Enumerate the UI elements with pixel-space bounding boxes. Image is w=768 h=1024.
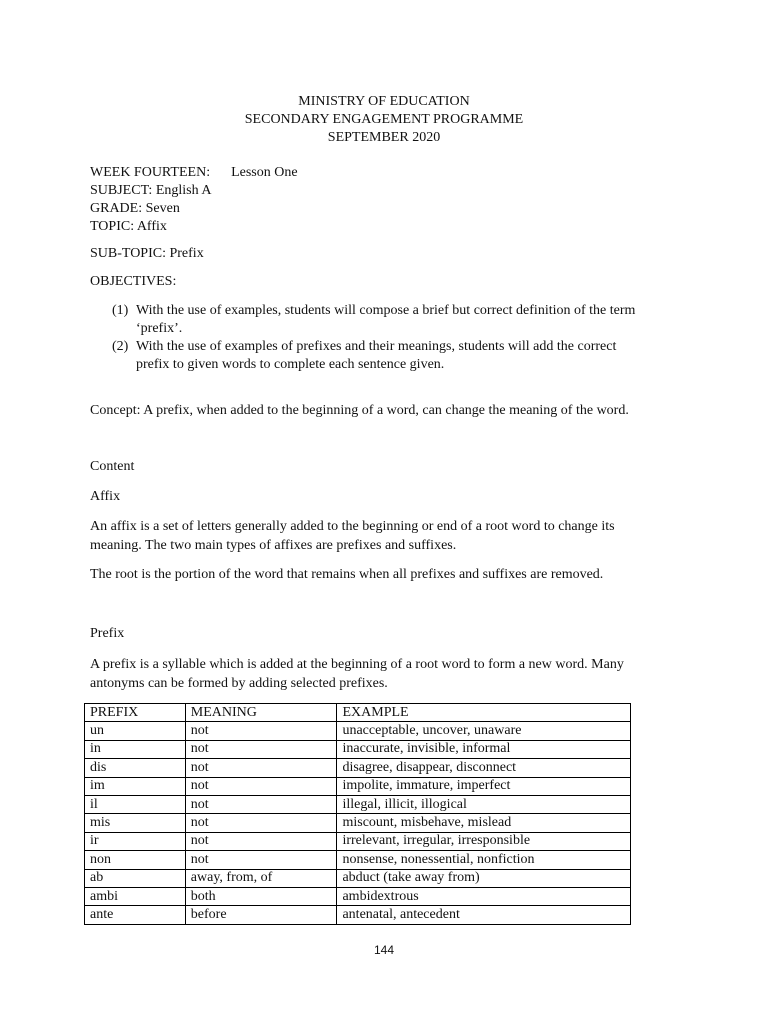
header-programme: SECONDARY ENGAGEMENT PROGRAMME xyxy=(244,112,524,127)
header-ministry: MINISTRY OF EDUCATION xyxy=(298,94,470,109)
example-cell: disagree, disappear, disconnect xyxy=(337,759,631,777)
page-number: 144 xyxy=(373,943,395,957)
meaning-cell: not xyxy=(185,795,337,813)
example-cell: illegal, illicit, illogical xyxy=(337,795,631,813)
prefix-heading: Prefix xyxy=(90,626,125,641)
example-cell: impolite, immature, imperfect xyxy=(337,777,631,795)
meaning-cell: away, from, of xyxy=(185,869,337,887)
meaning-cell: not xyxy=(185,832,337,850)
example-cell: irrelevant, irregular, irresponsible xyxy=(337,832,631,850)
table-row xyxy=(85,759,631,777)
column-header-prefix: PREFIX xyxy=(85,704,186,722)
meaning-cell: not xyxy=(185,722,337,740)
objective-text-line: With the use of examples, students will compose a brief but correct definition of the term xyxy=(136,303,636,318)
prefix-cell: non xyxy=(85,851,186,869)
affix-definition xyxy=(90,517,690,555)
paragraph-line: An affix is a set of letters generally added to the beginning or end of a root word to change its xyxy=(90,519,615,534)
objective-item xyxy=(112,338,692,374)
prefix-definition xyxy=(90,655,690,693)
meaning-cell: both xyxy=(185,887,337,905)
table-row xyxy=(85,740,631,758)
objective-text-line: ‘prefix’. xyxy=(136,321,183,336)
prefix-cell: ab xyxy=(85,869,186,887)
content-heading: Content xyxy=(90,459,135,474)
grade-line: GRADE: Seven xyxy=(90,201,180,216)
example-cell: antenatal, antecedent xyxy=(337,906,631,924)
prefix-cell: il xyxy=(85,795,186,813)
objective-number: (2) xyxy=(112,339,129,354)
meaning-cell: not xyxy=(185,740,337,758)
document-header xyxy=(0,93,768,147)
table-row xyxy=(85,777,631,795)
objective-text-line: prefix to given words to complete each sentence given. xyxy=(136,357,445,372)
objective-text-line: With the use of examples of prefixes and their meanings, students will add the correct xyxy=(136,339,617,354)
affix-heading: Affix xyxy=(90,489,121,504)
meaning-cell: not xyxy=(185,851,337,869)
column-header-meaning: MEANING xyxy=(185,704,337,722)
week-line xyxy=(90,164,298,182)
table-row xyxy=(85,722,631,740)
paragraph-line: antonyms can be formed by adding selected prefixes. xyxy=(90,676,388,691)
meaning-cell: not xyxy=(185,814,337,832)
example-cell: nonsense, nonessential, nonfiction xyxy=(337,851,631,869)
objective-number: (1) xyxy=(112,303,129,318)
paragraph-line: meaning. The two main types of affixes are prefixes and suffixes. xyxy=(90,538,457,553)
meaning-cell: before xyxy=(185,906,337,924)
table-row xyxy=(85,869,631,887)
objective-item xyxy=(112,302,692,338)
topic-line: TOPIC: Affix xyxy=(90,219,167,234)
example-cell: inaccurate, invisible, informal xyxy=(337,740,631,758)
subject-line: SUBJECT: English A xyxy=(90,183,212,198)
table-row xyxy=(85,887,631,905)
table-row xyxy=(85,795,631,813)
paragraph-line: A prefix is a syllable which is added at the beginning of a root word to form a new word. Many xyxy=(90,657,624,672)
table-row xyxy=(85,906,631,924)
meaning-cell: not xyxy=(185,777,337,795)
example-cell: ambidextrous xyxy=(337,887,631,905)
sub-topic-line: SUB-TOPIC: Prefix xyxy=(90,246,204,261)
prefix-cell: ante xyxy=(85,906,186,924)
prefix-cell: im xyxy=(85,777,186,795)
week-value: Lesson One xyxy=(231,165,298,180)
prefix-cell: ambi xyxy=(85,887,186,905)
column-header-example: EXAMPLE xyxy=(337,704,631,722)
prefix-cell: mis xyxy=(85,814,186,832)
table-header-row xyxy=(85,704,631,722)
example-cell: abduct (take away from) xyxy=(337,869,631,887)
meaning-cell: not xyxy=(185,759,337,777)
prefix-cell: ir xyxy=(85,832,186,850)
root-definition: The root is the portion of the word that remains when all prefixes and suffixes are removed. xyxy=(90,567,604,582)
header-date: SEPTEMBER 2020 xyxy=(327,130,441,145)
table-row xyxy=(85,832,631,850)
example-cell: unacceptable, uncover, unaware xyxy=(337,722,631,740)
prefix-cell: in xyxy=(85,740,186,758)
objectives-heading: OBJECTIVES: xyxy=(90,274,177,289)
example-cell: miscount, misbehave, mislead xyxy=(337,814,631,832)
concept-statement: Concept: A prefix, when added to the beginning of a word, can change the meaning of the word. xyxy=(90,403,629,418)
table-row xyxy=(85,814,631,832)
table-row xyxy=(85,851,631,869)
prefix-cell: dis xyxy=(85,759,186,777)
week-label: WEEK FOURTEEN: xyxy=(90,165,211,180)
prefix-cell: un xyxy=(85,722,186,740)
prefix-table xyxy=(84,703,631,925)
